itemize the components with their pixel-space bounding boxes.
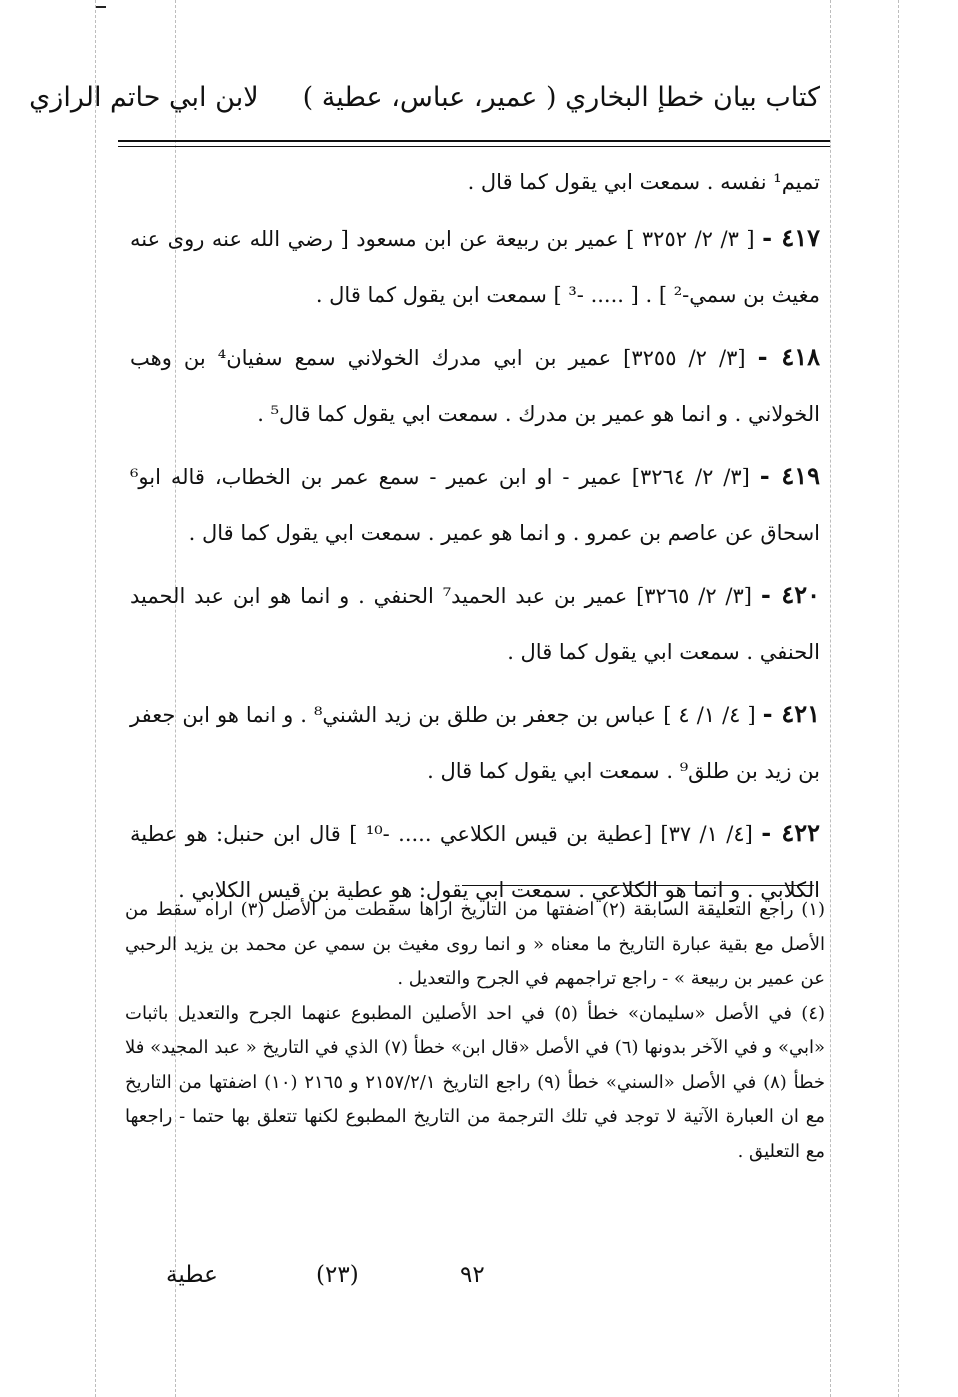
entry-text: [ ٤/ ١/ ٤ ] عباس بن جعفر بن طلق بن زيد الشني⁸ . و انما هو ابن جعفر بن زيد بن طلق⁹ . سمعت ابي يقول كما قال . <box>130 703 820 783</box>
scan-guide-line <box>95 0 96 1397</box>
scan-guide-line <box>898 0 899 1397</box>
scan-mark <box>96 6 106 8</box>
header-rule-thin <box>118 146 830 147</box>
entry-text: [٤/ ١/ ٣٧] [عطية بن قيس الكلاعي ..... -¹⁰ ] قال ابن حنبل: هو عطية الكلابي . و انما هو الكلاعي . سمعت ابي يقول: هو عطية بن قيس الكلابي . <box>130 822 820 902</box>
main-text <box>130 154 820 924</box>
footnote-rule <box>462 885 814 886</box>
footnote-block: (٤) في الأصل «سليمان» خطأ (٥) في احد الأصلين المطبوع عنهما الجرح والتعديل باثبات «ابي» و في الآخر بدونها (٦) في الأصل «قال ابن» خطأ (٧) الذي في التاريخ « عبد المجيد» فلا خطأ (٨) في الأصل «السني» خطأ (٩) راجع التاريخ ٢١٥٧/٢/١ و ٢١٦٥ (١٠) اضفتها من التاريخ مع ان العبارة الآتية لا توجد في تلك الترجمة من التاريخ المطبوع لكنها تتعلق بها حتما - راجعها مع التعليق . <box>125 1002 826 1162</box>
header-rule <box>118 140 830 142</box>
running-header <box>29 82 820 113</box>
entry-420 <box>130 567 820 680</box>
entry-418 <box>130 329 820 442</box>
footnote-block: (١) راجع التعليقة السابقة (٢) اضفتها من التاريخ اراها سقطت من الأصل (٣) اراه سقط من الأصل مع بقية عبارة التاريخ ما معناه « و انما روى مغيث بن سمي عن محمد بن يزيد الرحبي عن عمير بن ربيعة » - راجع تراجمهم في الجرح والتعديل . <box>125 899 825 989</box>
entry-417 <box>130 210 820 323</box>
entry-number: ٤١٨ - <box>757 342 820 371</box>
entry-421 <box>130 686 820 799</box>
entry-text: [٣/ ٢/ ٣٢٥٥] عمير بن ابي مدرك الخولاني سمع سفيان⁴ بن وهب الخولاني . و انما هو عمير بن مدرك . سمعت ابي يقول كما قال⁵ . <box>130 346 820 426</box>
entry-number: ٤٢٢ - <box>761 818 820 847</box>
intro-line: تميم¹ نفسه . سمعت ابي يقول كما قال . <box>467 170 820 194</box>
entry-text: [٣/ ٢/ ٣٢٦٤] عمير - او ابن عمير - سمع عمر بن الخطاب، قاله ابو⁶ اسحاق عن عاصم بن عمرو . و انما هو عمير . سمعت ابي يقول كما قال . <box>130 465 820 545</box>
entry-number: ٤١٩ - <box>759 461 820 490</box>
scan-guide-line <box>830 0 831 1397</box>
page-number: ٩٢ <box>460 1262 485 1288</box>
entry-number: ٤١٧ - <box>762 223 820 252</box>
part-number: (٢٣) <box>316 1262 359 1288</box>
entry-text: [ ٣/ ٢/ ٣٢٥٢ ] عمير بن ربيعة عن ابن مسعود [ رضي الله عنه روى عنه مغيث بن سمي-² ] . [ ..... -³ ] سمعت ابن يقول كما قال . <box>130 227 820 307</box>
footnotes <box>125 893 825 1169</box>
entry-number: ٤٢٠ - <box>760 580 820 609</box>
header-book-title: كتاب بيان خطإ البخاري ( عمير، عباس، عطية ) <box>302 82 820 113</box>
entry-text: [٣/ ٢/ ٣٢٦٥] عمير بن عبد الحميد⁷ الحنفي . و انما هو ابن عبد الحميد الحنفي . سمعت ابي يقول كما قال . <box>130 584 820 664</box>
header-author: لابن ابي حاتم الرازي <box>29 82 259 113</box>
section-name: عطية <box>166 1262 218 1288</box>
entry-number: ٤٢١ - <box>762 699 820 728</box>
entry-419 <box>130 448 820 561</box>
